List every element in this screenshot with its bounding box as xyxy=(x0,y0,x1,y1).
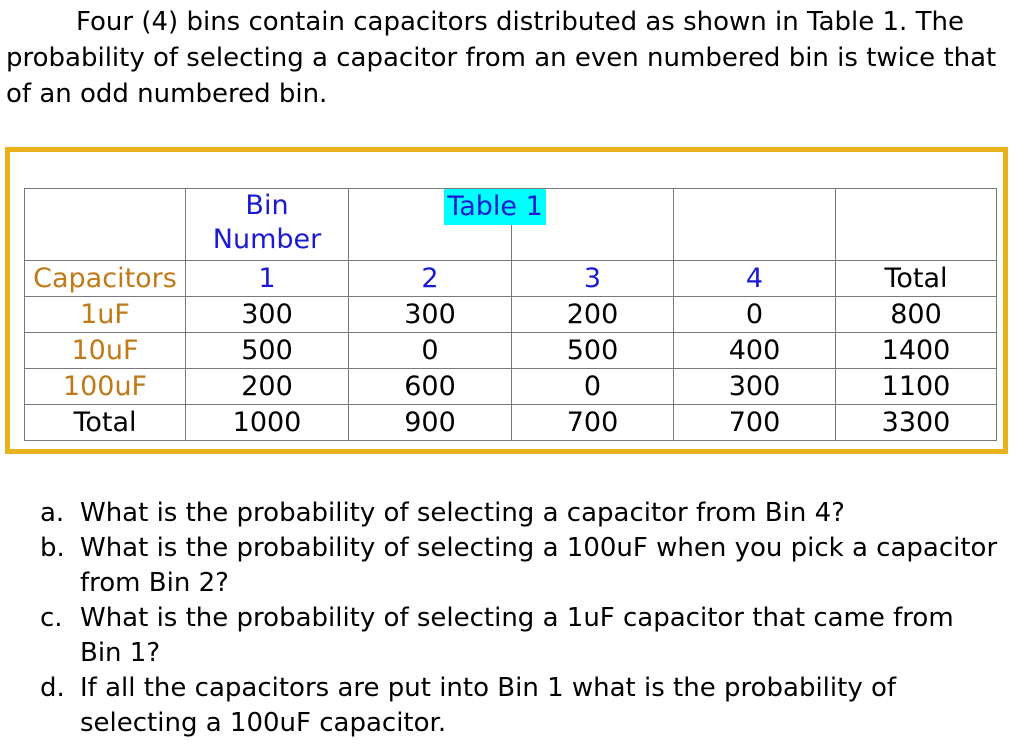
table-row xyxy=(25,369,997,405)
table-cell: 200 xyxy=(512,297,674,333)
list-item xyxy=(40,496,1000,531)
row-total: 800 xyxy=(836,297,997,333)
bin-number-header xyxy=(186,189,349,261)
question-list xyxy=(40,496,1000,741)
column-total: 700 xyxy=(674,405,836,441)
header-empty-cell xyxy=(674,189,836,261)
bin-number: 4 xyxy=(674,261,836,297)
row-label: 10uF xyxy=(25,333,186,369)
capacitors-label: Capacitors xyxy=(25,261,186,297)
list-item xyxy=(40,601,1000,671)
bin-header-line1: Bin xyxy=(245,190,289,221)
header-empty-cell xyxy=(836,189,997,261)
question-text: What is the probability of selecting a 100uF when you pick a capacitor from Bin 2? xyxy=(80,533,998,598)
question-marker: c. xyxy=(40,603,63,633)
row-label: 1uF xyxy=(25,297,186,333)
column-total: 1000 xyxy=(186,405,349,441)
table-cell: 600 xyxy=(349,369,512,405)
table-cell: 400 xyxy=(674,333,836,369)
table-cell: 300 xyxy=(186,297,349,333)
table-cell: 300 xyxy=(349,297,512,333)
table-cell: 0 xyxy=(512,369,674,405)
table-cell: 500 xyxy=(512,333,674,369)
totals-label: Total xyxy=(25,405,186,441)
table-cell: 0 xyxy=(674,297,836,333)
question-marker: d. xyxy=(40,673,65,703)
row-total: 1100 xyxy=(836,369,997,405)
column-total: 900 xyxy=(349,405,512,441)
grand-total: 3300 xyxy=(836,405,997,441)
column-total: 700 xyxy=(512,405,674,441)
table-cell: 500 xyxy=(186,333,349,369)
header-empty-cell xyxy=(25,189,186,261)
bin-number: 2 xyxy=(349,261,512,297)
table-cell: 300 xyxy=(674,369,836,405)
bin-number: 3 xyxy=(512,261,674,297)
capacitor-table xyxy=(24,188,997,441)
list-item xyxy=(40,531,1000,601)
question-marker: b. xyxy=(40,533,65,563)
question-text: What is the probability of selecting a capacitor from Bin 4? xyxy=(80,498,845,528)
question-marker: a. xyxy=(40,498,65,528)
total-header: Total xyxy=(836,261,997,297)
table-row xyxy=(25,333,997,369)
problem-statement: Four (4) bins contain capacitors distributed as shown in Table 1. The probability of selecting a capacitor from an even numbered bin is twice that of an odd numbered bin. xyxy=(6,7,997,109)
table-row xyxy=(25,297,997,333)
table-cell: 200 xyxy=(186,369,349,405)
question-text: If all the capacitors are put into Bin 1 what is the probability of selecting a 100uF capacitor. xyxy=(80,673,897,738)
list-item xyxy=(40,671,1000,741)
table-caption-cell xyxy=(447,189,674,261)
totals-row xyxy=(25,405,997,441)
question-text: What is the probability of selecting a 1uF capacitor that came from Bin 1? xyxy=(80,603,954,668)
bin-number-row xyxy=(25,261,997,297)
bin-number: 1 xyxy=(186,261,349,297)
table-cell: 0 xyxy=(349,333,512,369)
table-header-row xyxy=(25,189,997,261)
table-caption: Table 1 xyxy=(444,189,546,225)
row-label: 100uF xyxy=(25,369,186,405)
row-total: 1400 xyxy=(836,333,997,369)
bin-header-line2: Number xyxy=(212,224,322,255)
